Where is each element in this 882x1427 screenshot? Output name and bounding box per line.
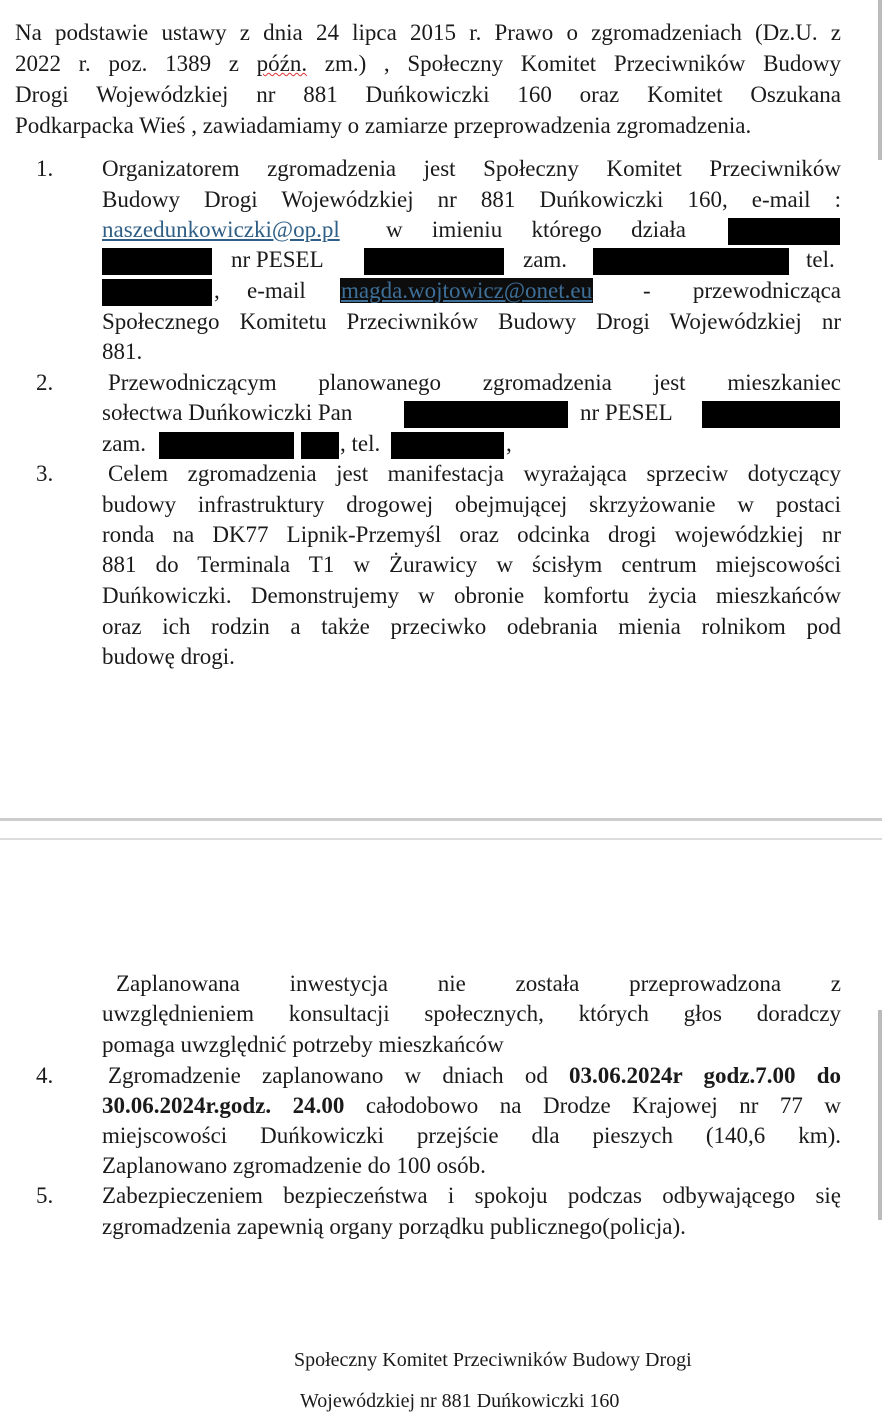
signature-line: Społeczny Komitet Przeciwników Budowy Drogi (294, 1349, 692, 1371)
continuation-line: Zaplanowana inwestycja nie została przeprowadzona z (116, 971, 841, 996)
item-line: miejscowości Duńkowiczki przejście dla pieszych (140,6 km). (102, 1123, 841, 1148)
item-line: w imieniu którego działa (386, 217, 686, 242)
email-link[interactable]: naszedunkowiczki@op.pl (102, 217, 340, 242)
redacted-block (593, 248, 789, 275)
item-line: budowy infrastruktury drogowej obejmującej skrzyżowanie w postaci (102, 492, 841, 517)
intro-text: zm.) , Społeczny Komitet Przeciwników Budowy (324, 51, 842, 76)
pesel-label: nr PESEL (231, 247, 324, 272)
intro-line: Podkarpacka Wieś , zawiadamiamy o zamiarze przeprowadzenia zgromadzenia. (15, 113, 752, 138)
item-line: Przewodniczącym planowanego zgromadzenia jest mieszkaniec (108, 370, 841, 395)
item-line: ronda na DK77 Lipnik-Przemyśl oraz odcinka drogi wojewódzkiej nr (102, 522, 841, 547)
intro-line: Na podstawie ustawy z dnia 24 lipca 2015 r. Prawo o zgromadzeniach (Dz.U. z (15, 20, 841, 45)
redacted-block (102, 279, 212, 306)
redacted-block (159, 432, 294, 459)
item-line: Zabezpieczeniem bezpieczeństwa i spokoju podczas odbywającego się (102, 1183, 841, 1208)
pesel-label: nr PESEL (580, 400, 673, 425)
scrollbar-edge[interactable] (878, 1010, 882, 1220)
item-line: Budowy Drogi Wojewódzkiej nr 881 Duńkowiczki 160, e-mail : (102, 187, 841, 212)
item-number: 2. (36, 370, 54, 395)
intro-text: 2022 r. poz. 1389 z (15, 51, 239, 76)
comma: , (214, 278, 220, 303)
item-line: sołectwa Duńkowiczki Pan (102, 400, 353, 425)
phone-label: tel. (806, 247, 835, 272)
item-line: budowę drogi. (102, 644, 235, 669)
organizer-email-link[interactable] (102, 216, 340, 244)
address-label: zam. (102, 431, 147, 456)
redacted-block (391, 432, 504, 459)
spellcheck-word: późn. (256, 51, 308, 76)
item-line: 881. (102, 339, 143, 364)
continuation-line: uwzględnieniem konsultacji społecznych, których głos doradczy (102, 1001, 841, 1026)
scrollbar-edge[interactable] (878, 0, 882, 160)
redacted-block (102, 248, 212, 275)
item-number: 1. (36, 156, 54, 181)
item-number: 4. (36, 1063, 54, 1088)
item-line (108, 1062, 841, 1090)
email-link[interactable]: magda.wojtowicz@onet.eu (341, 278, 593, 303)
item-number: 3. (36, 461, 54, 486)
item-line: 881 do Terminala T1 w Żurawicy w ścisłym centrum miejscowości (102, 552, 841, 577)
item-line (102, 1092, 841, 1120)
redacted-block (364, 248, 504, 275)
item-line: zgromadzenia zapewnią organy porządku publicznego(policja). (102, 1214, 686, 1239)
item-line: Organizatorem zgromadzenia jest Społeczny Komitet Przeciwników (102, 156, 841, 181)
end-date: 30.06.2024r.godz. 24.00 (102, 1093, 345, 1118)
intro-line (15, 50, 841, 78)
item-line: Zaplanowano zgromadzenie do 100 osób. (102, 1153, 486, 1178)
redacted-block (728, 218, 840, 245)
redacted-block (702, 401, 840, 428)
role-text: - przewodnicząca (643, 278, 841, 303)
phone-label: , tel. (340, 431, 381, 456)
start-date: 03.06.2024r godz.7.00 do (569, 1063, 842, 1088)
signature-line: Wojewódzkiej nr 881 Duńkowiczki 160 (300, 1390, 620, 1412)
page-separator (0, 838, 882, 840)
item-text: Zgromadzenie zaplanowano w dniach od (108, 1063, 548, 1088)
item-line: oraz ich rodzin a także przeciwko odebrania mienia rolnikom pod (102, 614, 841, 639)
item-line: Duńkowiczki. Demonstrujemy w obronie komfortu życia mieszkańców (102, 583, 841, 608)
continuation-line: pomaga uwzględnić potrzeby mieszkańców (102, 1032, 504, 1057)
item-text: całodobowo na Drodze Krajowej nr 77 w (365, 1093, 841, 1118)
redacted-block (301, 432, 339, 459)
item-line: Społecznego Komitetu Przeciwników Budowy Drogi Wojewódzkiej nr (102, 309, 841, 334)
page-separator (0, 818, 882, 821)
redacted-block (404, 401, 568, 428)
address-label: zam. (523, 247, 568, 272)
item-line: Celem zgromadzenia jest manifestacja wyrażająca sprzeciw dotyczący (108, 461, 841, 486)
email-label: e-mail (247, 278, 306, 303)
item-number: 5. (36, 1183, 54, 1208)
chair-email-link[interactable] (340, 277, 593, 305)
comma: , (506, 431, 512, 456)
intro-line: Drogi Wojewódzkiej nr 881 Duńkowiczki 160 oraz Komitet Oszukana (15, 82, 841, 107)
